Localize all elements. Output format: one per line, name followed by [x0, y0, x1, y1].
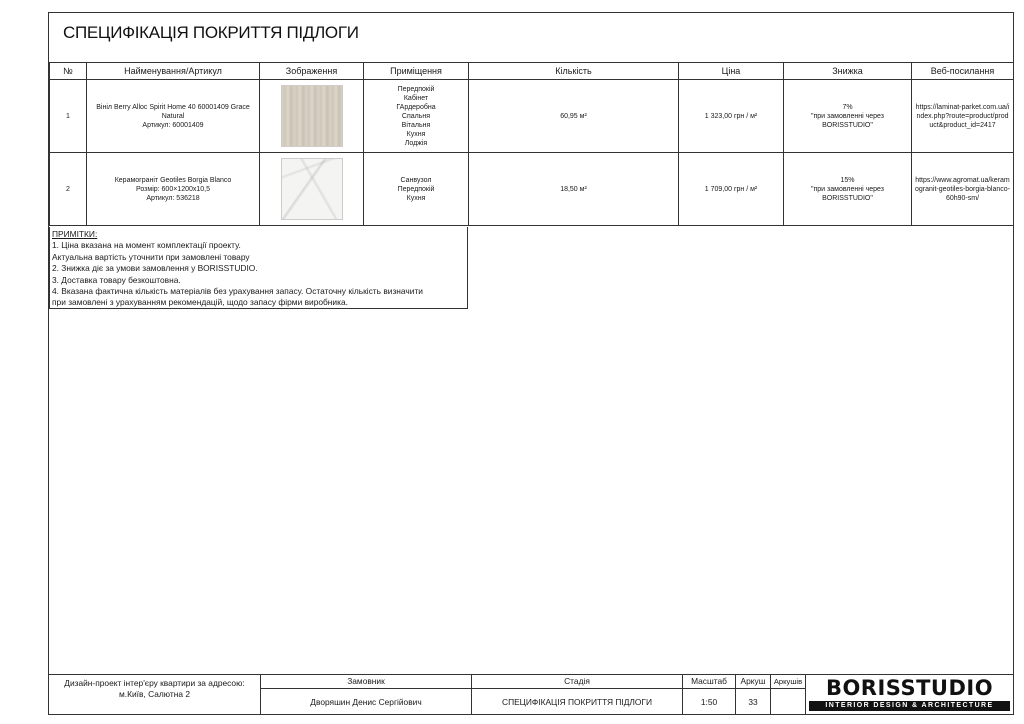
table-row — [50, 153, 1014, 226]
col-header-quantity: Кількість — [469, 63, 679, 80]
col-header-discount: Знижка — [784, 63, 912, 80]
customer-value: Дворяшин Денис Сергійович — [310, 697, 422, 707]
price: 1 709,00 грн / м² — [679, 153, 784, 226]
note-line: при замовлені з урахуванням рекомендацій, щодо запасу фірми виробника. — [52, 297, 348, 308]
sheet-label: Аркуш — [736, 675, 770, 689]
web-link[interactable]: https://laminat-parket.com.ua/index.php?route=product/product&product_id=2417 — [912, 80, 1014, 153]
note-line: Актуальна вартість уточнити при замовлені товару — [52, 251, 250, 262]
product-image-cell — [260, 80, 364, 153]
col-header-number: № — [50, 63, 87, 80]
rooms-list: Передпокій Кабінет ГАрдеробна Спальня Вітальня Кухня Лоджія — [364, 80, 469, 153]
sheets-value — [771, 689, 805, 715]
stage-label: Стадія — [472, 675, 682, 689]
notes-block — [49, 227, 468, 309]
col-header-link: Веб-посилання — [912, 63, 1014, 80]
project-description: Дизайн-проект інтер'єру квартири за адресою: м.Київ, Салютна 2 — [49, 674, 260, 714]
quantity: 18,50 м² — [469, 153, 679, 226]
stage-cell — [471, 674, 682, 714]
scale-value: 1:50 — [700, 697, 718, 707]
col-header-image: Зображення — [260, 63, 364, 80]
col-header-name: Найменування/Артикул — [87, 63, 260, 80]
sheet-value: 33 — [748, 697, 758, 707]
sheet-cell — [735, 674, 770, 714]
table-header-row — [50, 63, 1014, 80]
customer-cell — [260, 674, 471, 714]
discount: 7% "при замовленні через BORISSTUDIO" — [784, 80, 912, 153]
web-link[interactable]: https://www.agromat.ua/keramogranit-geotiles-borgia-blanco-60h90-sm/ — [912, 153, 1014, 226]
col-header-price: Ціна — [679, 63, 784, 80]
scale-label: Масштаб — [683, 675, 735, 689]
logo-wordmark: BORISSTUDIO — [825, 676, 994, 700]
studio-logo — [805, 674, 1013, 714]
price: 1 323,00 грн / м² — [679, 80, 784, 153]
logo-tagline: INTERIOR DESIGN & ARCHITECTURE — [809, 701, 1010, 711]
vinyl-swatch-image — [281, 85, 343, 147]
row-number: 1 — [50, 80, 87, 153]
product-name: Керамограніт Geotiles Borgia Blanco Розмір: 600×1200х10,5 Артикул: 536218 — [87, 153, 260, 226]
note-line: 1. Ціна вказана на момент комплектації проекту. — [52, 240, 241, 251]
note-line: 4. Вказана фактична кількість матеріалів без урахування запасу. Остаточну кількість визначити — [52, 286, 423, 297]
sheets-label: Аркушів — [771, 675, 805, 689]
tile-swatch-image — [281, 158, 343, 220]
note-line: 3. Доставка товару безкоштовна. — [52, 274, 181, 285]
col-header-rooms: Приміщення — [364, 63, 469, 80]
sheets-cell — [770, 674, 805, 714]
product-name: Вініл Berry Alloc Spirit Home 40 60001409 Grace Natural Артикул: 60001409 — [87, 80, 260, 153]
table-row — [50, 80, 1014, 153]
row-number: 2 — [50, 153, 87, 226]
product-image-cell — [260, 153, 364, 226]
drawing-sheet — [48, 12, 1014, 715]
title-block — [49, 674, 1013, 714]
rooms-list: Санвузол Передпокій Кухня — [364, 153, 469, 226]
quantity: 60,95 м² — [469, 80, 679, 153]
note-line: 2. Знижка діє за умови замовлення у BORISSTUDIO. — [52, 263, 258, 274]
customer-label: Замовник — [261, 675, 471, 689]
discount: 15% "при замовленні через BORISSTUDIO" — [784, 153, 912, 226]
scale-cell — [682, 674, 735, 714]
specification-table — [49, 62, 1014, 226]
notes-heading: ПРИМІТКИ: — [52, 229, 98, 239]
stage-value: СПЕЦИФІКАЦІЯ ПОКРИТТЯ ПІДЛОГИ — [502, 697, 652, 707]
page-title: СПЕЦИФІКАЦІЯ ПОКРИТТЯ ПІДЛОГИ — [63, 23, 359, 42]
